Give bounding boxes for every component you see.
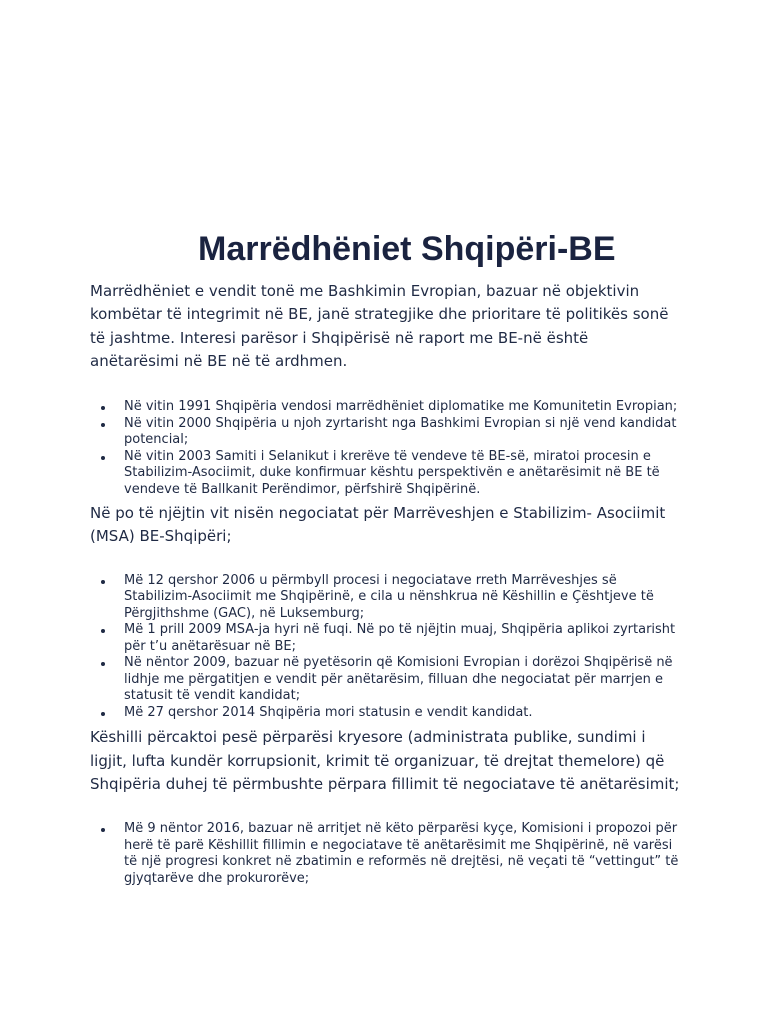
bullet-icon <box>101 629 105 633</box>
list-item-text: Më 9 nëntor 2016, bazuar në arritjet në këto përparësi kyçe, Komisioni i propozoi për herë të parë Këshillit fillimin e negociatave të anëtarësimit me Shqipërinë, në varësi të një progresi konkret në zbatimin e reformës në drejtësi, në veçati të “vettingut” të gjyqtarëve dhe prokurorëve; <box>124 821 679 886</box>
bullet-icon <box>101 712 105 716</box>
priorities-paragraph: Këshilli përcaktoi pesë përparësi kryesore (administrata publike, sundimi i ligjit, lufta kundër korrupsionit, krimit të organizuar, të drejtat themelore) që Shqipëria duhej të përmbushte përpara fillimit të negociatave të anëtarësimit; <box>90 728 680 793</box>
list-item <box>90 416 680 449</box>
intro-paragraph: Marrëdhëniet e vendit tonë me Bashkimin Evropian, bazuar në objektivin kombëtar të integrimit në BE, janë strategjike dhe prioritare të politikës sonë të jashtme. Interesi parësor i Shqipërisë në raport me BE-në është anëtarësimi në BE në të ardhmen. <box>90 282 669 370</box>
list-item <box>90 705 680 722</box>
msa-paragraph: Në po të njëjtin vit nisën negociatat për Marrëveshjen e Stabilizim- Asociimit (MSA) BE-Shqipëri; <box>90 504 666 546</box>
bullet-icon <box>101 423 105 427</box>
list-item-text: Më 1 prill 2009 MSA-ja hyri në fuqi. Në po të njëjtin muaj, Shqipëria aplikoi zyrtarisht për t’u anëtarësuar në BE; <box>124 622 676 654</box>
bullet-list-history <box>90 399 680 498</box>
list-item-text: Në vitin 2000 Shqipëria u njoh zyrtarisht nga Bashkimi Evropian si një vend kandidat potencial; <box>124 415 677 448</box>
bullet-icon <box>101 456 105 460</box>
bullet-icon <box>101 406 105 410</box>
bullet-icon <box>101 828 105 832</box>
list-item-text: Në vitin 1991 Shqipëria vendosi marrëdhëniet diplomatike me Komunitetin Evropian; <box>124 399 678 415</box>
document-page <box>90 228 680 887</box>
list-item-text: Në nëntor 2009, bazuar në pyetësorin që Komisioni Evropian i dorëzoi Shqipërisë në lidhje me përgatitjen e vendit për anëtarësim, filluan dhe negociatat për marrjen e statusit të vendit kandidat; <box>124 655 673 704</box>
list-item <box>90 449 680 499</box>
list-item <box>90 622 680 655</box>
bullet-list-negotiations <box>90 821 680 887</box>
bullet-icon <box>101 662 105 666</box>
list-item <box>90 821 680 887</box>
bullet-list-msa <box>90 573 680 722</box>
bullet-icon <box>101 580 105 584</box>
list-item-text: Më 27 qershor 2014 Shqipëria mori statusin e vendit kandidat. <box>124 704 533 720</box>
list-item <box>90 399 680 416</box>
document-title: Marrëdhëniet Shqipëri-BE <box>198 230 616 268</box>
list-item-text: Më 12 qershor 2006 u përmbyll procesi i negociatave rreth Marrëveshjes së Stabilizim-Asociimit me Shqipërinë, e cila u nënshkrua në Këshillin e Çështjeve të Përgjithshme (GAC), në Luksemburg; <box>124 572 654 621</box>
list-item-text: Në vitin 2003 Samiti i Selanikut i krerëve të vendeve të BE-së, miratoi procesin e Stabilizim-Asociimit, duke konfirmuar kështu perspektivën e anëtarësimit në BE të vendeve të Ballkanit Perëndimor, përfshirë Shqipërinë. <box>124 448 660 497</box>
list-item <box>90 655 680 705</box>
list-item <box>90 573 680 623</box>
